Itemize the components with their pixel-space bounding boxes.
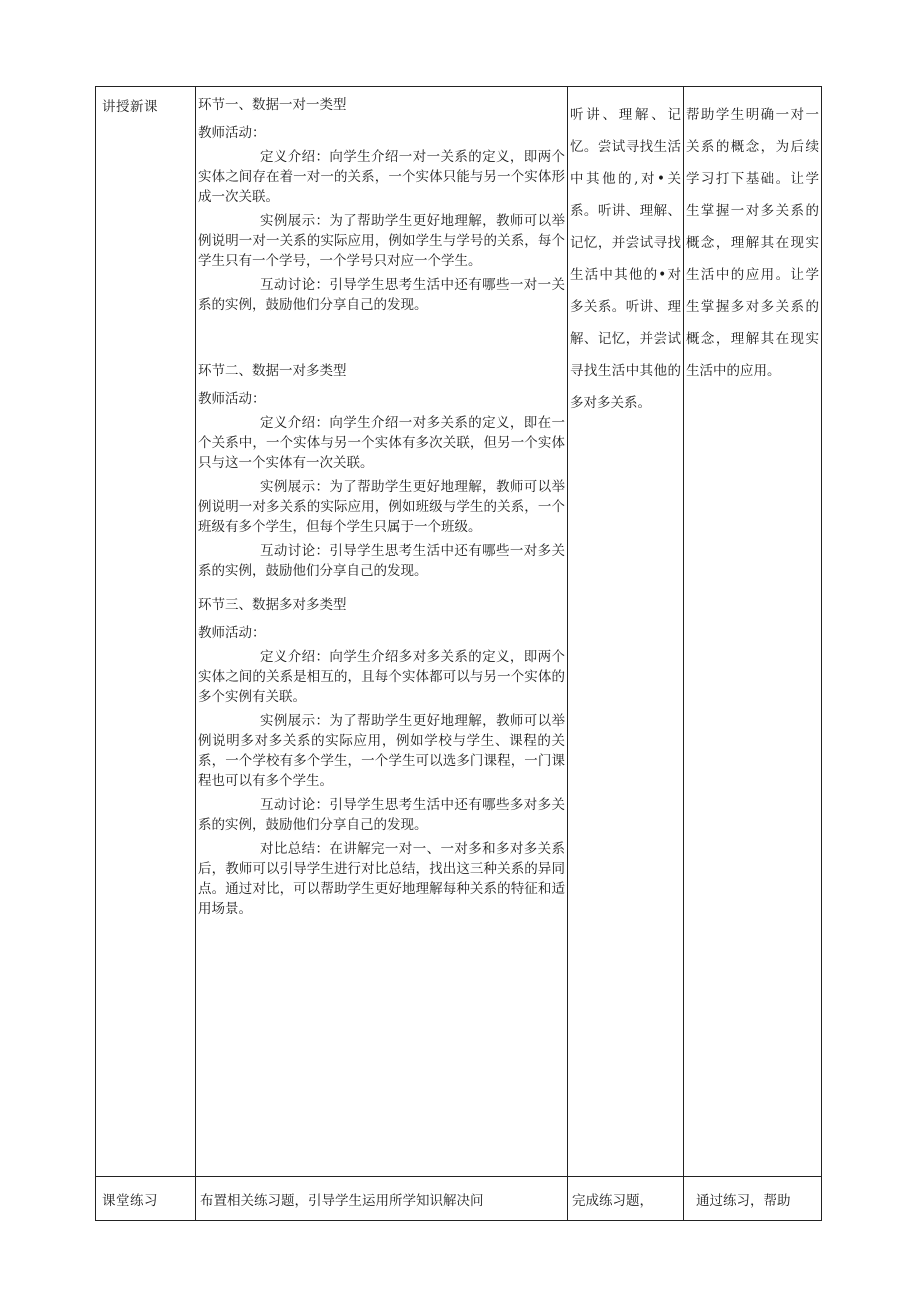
section-title: 环节一、数据一对一类型 (198, 97, 347, 113)
paragraph: 互动讨论：引导学生思考生活中还有哪些一对一关系的实例，鼓励他们分享自己的发现。 (198, 277, 565, 313)
section-label: 教师活动： (198, 125, 266, 141)
student-activity-text: 听讲、理解、记忆。尝试寻找生活中其他的,对•关系。听讲、理解、记忆，并尝试寻找生活中其他的•对多关系。听讲、理解、记忆，并尝试寻找生活中其他的多对多关系。 (570, 107, 681, 411)
phase-label: 讲授新课 (102, 99, 158, 115)
paragraph: 互动讨论：引导学生思考生活中还有哪些一对多关系的实例，鼓励他们分享自己的发现。 (198, 543, 565, 579)
design-intent-cell (684, 1177, 822, 1221)
section-label: 教师活动： (198, 391, 266, 407)
design-intent-cell (684, 87, 822, 1177)
phase-cell (96, 1177, 196, 1221)
paragraph: 定义介绍：向学生介绍多对多关系的定义，即两个实体之间的关系是相互的，且每个实体都可以与另一个实体的多个实例有关联。 (198, 649, 565, 705)
table-row-exercise (96, 1177, 822, 1221)
lesson-plan-table (95, 86, 822, 1221)
phase-cell (96, 87, 196, 1177)
student-activity-cell (568, 1177, 684, 1221)
exercise-student-text: 完成练习题， (572, 1193, 653, 1209)
exercise-intent-text: 通过练习，帮助 (696, 1193, 791, 1209)
section-1 (198, 95, 565, 315)
exercise-teacher-text: 布置相关练习题，引导学生运用所学知识解决问 (200, 1193, 484, 1209)
paragraph: 定义介绍：向学生介绍一对一关系的定义，即两个实体之间存在着一对一的关系，一个实体只能与另一个实体形成一次关联。 (198, 149, 565, 205)
student-activity-cell (568, 87, 684, 1177)
paragraph: 实例展示：为了帮助学生更好地理解，教师可以举例说明一对多关系的实际应用，例如班级与学生的关系，一个班级有多个学生，但每个学生只属于一个班级。 (198, 479, 565, 535)
paragraph: 互动讨论：引导学生思考生活中还有哪些多对多关系的实例，鼓励他们分享自己的发现。 (198, 797, 565, 833)
paragraph: 实例展示：为了帮助学生更好地理解，教师可以举例说明一对一关系的实际应用，例如学生与学号的关系，每个学生只有一个学号，一个学号只对应一个学生。 (198, 213, 565, 269)
section-title: 环节二、数据一对多类型 (198, 363, 347, 379)
table-row-teaching (96, 87, 822, 1177)
section-2 (198, 361, 565, 581)
teacher-activity-cell (196, 1177, 568, 1221)
design-intent-text: 帮助学生明确一对一关系的概念，为后续学习打下基础。让学生掌握一对多关系的概念，理解其在现实生活中的应用。让学生掌握多对多关系的概念，理解其在现实生活中的应用。 (686, 107, 819, 379)
teacher-activity-cell (196, 87, 568, 1177)
section-label: 教师活动： (198, 625, 266, 641)
paragraph: 定义介绍：向学生介绍一对多关系的定义，即在一个关系中，一个实体与另一个实体有多次关联，但另一个实体只与这一个实体有一次关联。 (198, 415, 565, 471)
paragraph: 对比总结：在讲解完一对一、一对多和多对多关系后，教师可以引导学生进行对比总结，找出这三种关系的异同点。通过对比，可以帮助学生更好地理解每种关系的特征和适用场景。 (198, 841, 565, 917)
section-title: 环节三、数据多对多类型 (198, 597, 347, 613)
paragraph: 实例展示：为了帮助学生更好地理解，教师可以举例说明多对多关系的实际应用，例如学校与学生、课程的关系，一个学校有多个学生，一个学生可以选多门课程，一门课程也可以有多个学生。 (198, 713, 565, 789)
section-3 (198, 595, 565, 919)
phase-label: 课堂练习 (102, 1193, 158, 1209)
